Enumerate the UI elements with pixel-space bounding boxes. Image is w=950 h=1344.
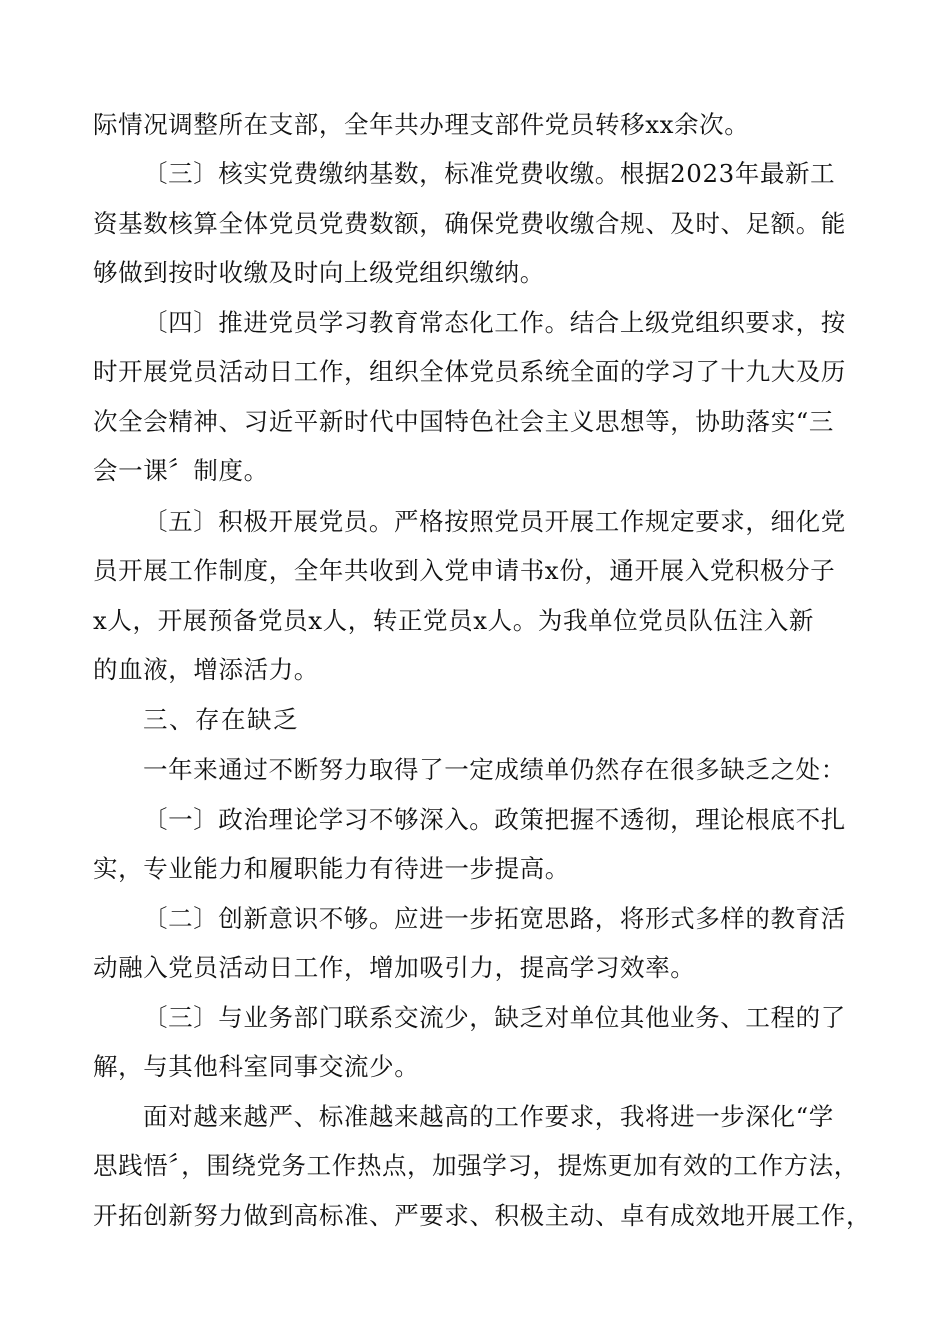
body-text-line: 〔二〕创新意识不够。应进一步拓宽思路，将形式多样的教育活	[143, 904, 846, 933]
body-text-line: 一年来通过不断努力取得了一定成绩单仍然存在很多缺乏之处：	[143, 755, 846, 784]
body-text-line: 际情况调整所在支部，全年共办理支部件党员转移xx余次。	[93, 110, 750, 139]
body-text-line: x人，开展预备党员x人，转正党员x人。为我单位党员队伍注入新	[93, 606, 814, 635]
body-text-line: 〔四〕推进党员学习教育常态化工作。结合上级党组织要求，按	[143, 308, 846, 337]
body-text-line: 次全会精神、习近平新时代中国特色社会主义思想等，协助落实“三	[93, 407, 835, 436]
body-text-line: 思践悟〞，围绕党务工作热点，加强学习，提炼更加有效的工作方法，	[93, 1151, 859, 1180]
body-text-line: 〔三〕核实党费缴纳基数，标准党费收缴。根据2023年最新工	[143, 159, 836, 188]
body-text-line: 会一课〞制度。	[93, 456, 269, 485]
body-text-line: 资基数核算全体党员党费数额，确保党费收缴合规、及时、足额。能	[93, 209, 846, 238]
body-text-line: 员开展工作制度，全年共收到入党申请书x份，通开展入党积极分子	[93, 556, 836, 585]
body-text-line: 实，专业能力和履职能力有待进一步提高。	[93, 854, 570, 883]
body-text-line: 〔三〕与业务部门联系交流少，缺乏对单位其他业务、工程的了	[143, 1003, 846, 1032]
body-text-line: 够做到按时收缴及时向上级党组织缴纳。	[93, 258, 545, 287]
body-text-line: 面对越来越严、标准越来越高的工作要求，我将进一步深化“学	[143, 1102, 834, 1131]
body-text-line: 的血液，增添活力。	[93, 655, 319, 684]
body-text-line: 解，与其他科室同事交流少。	[93, 1052, 420, 1081]
body-text-line: 动融入党员活动日工作，增加吸引力，提高学习效率。	[93, 953, 696, 982]
body-text-line: 开拓创新努力做到高标准、严要求、积极主动、卓有成效地开展工作，	[93, 1201, 872, 1230]
body-text-line: 〔五〕积极开展党员。严格按照党员开展工作规定要求，细化党	[143, 507, 846, 536]
body-text-line: 〔一〕政治理论学习不够深入。政策把握不透彻，理论根底不扎	[143, 805, 846, 834]
section-heading: 三、存在缺乏	[143, 705, 299, 734]
body-text-line: 时开展党员活动日工作，组织全体党员系统全面的学习了十九大及历	[93, 357, 846, 386]
